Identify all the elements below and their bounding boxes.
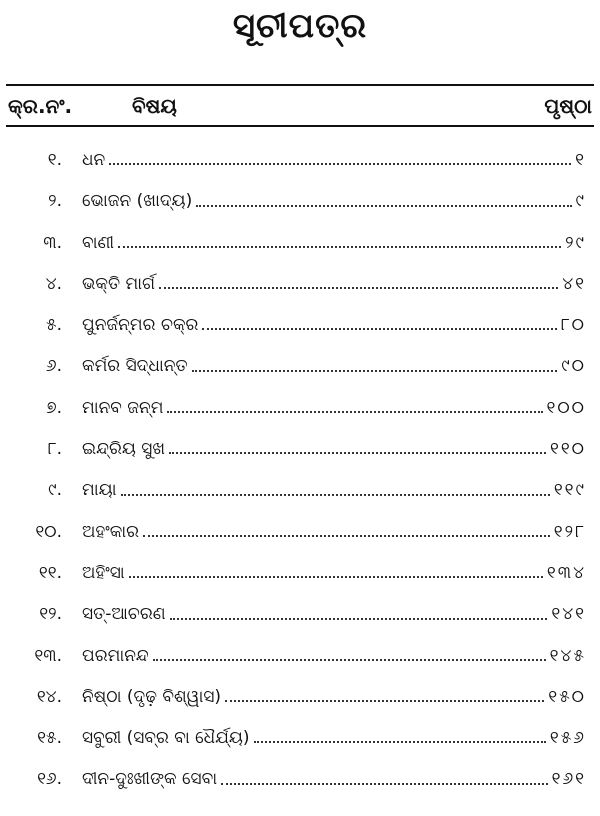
entry-page-number: ୧୧୯ bbox=[553, 480, 586, 501]
dot-leader bbox=[167, 411, 542, 413]
entry-subject: ମାୟା bbox=[82, 480, 117, 501]
entry-line bbox=[82, 636, 586, 677]
entry-subject: କର୍ମର ସିଦ୍ଧାନ୍ତ bbox=[82, 356, 188, 377]
entry-page-number: ୧୪୫ bbox=[549, 645, 586, 666]
entry-line bbox=[82, 223, 586, 264]
list-item bbox=[0, 759, 600, 800]
entry-number: ୮. bbox=[47, 439, 62, 460]
entry-line bbox=[82, 759, 586, 800]
list-item bbox=[0, 718, 600, 759]
entry-subject: ଧନ bbox=[82, 150, 106, 170]
entry-subject: ସତ୍-ଆଚରଣ bbox=[82, 604, 166, 625]
subject-column-header: ବିଷୟ bbox=[132, 94, 177, 118]
entry-page-number: ୪୧ bbox=[562, 273, 586, 294]
entry-page-number: ୧୨୮ bbox=[553, 521, 586, 542]
entry-number: ୧୨. bbox=[39, 604, 62, 625]
list-item bbox=[0, 512, 600, 553]
entry-line bbox=[82, 305, 586, 346]
entry-number: ୯. bbox=[48, 480, 62, 501]
dot-leader bbox=[121, 494, 550, 496]
entry-line bbox=[82, 677, 586, 718]
entry-subject: ମାନବ ଜନ୍ମ bbox=[82, 397, 164, 418]
entry-subject: ଭୋଜନ (ଖାଦ୍ୟ) bbox=[82, 191, 193, 212]
entry-subject: ପରମାନନ୍ଦ bbox=[82, 645, 149, 666]
list-item bbox=[0, 264, 600, 305]
entry-number: ୧୧. bbox=[38, 562, 62, 583]
entry-page-number: ୧୫୬ bbox=[549, 728, 586, 749]
list-item bbox=[0, 223, 600, 264]
dot-leader bbox=[225, 700, 544, 702]
dot-leader bbox=[169, 452, 546, 454]
entry-number: ୧୩. bbox=[34, 645, 62, 666]
entry-page-number: ୧୧୦ bbox=[549, 439, 586, 460]
serial-column-header: କ୍ର.ନଂ. bbox=[8, 94, 73, 118]
entry-number: ୪. bbox=[45, 273, 62, 294]
entry-number: ୧୬. bbox=[37, 769, 62, 790]
list-item bbox=[0, 677, 600, 718]
entry-line bbox=[82, 388, 586, 429]
entry-subject: ପୁନର୍ଜନ୍ମର ଚକ୍ର bbox=[82, 315, 199, 336]
dot-leader bbox=[196, 205, 571, 207]
dot-leader bbox=[159, 287, 558, 289]
entry-line bbox=[82, 181, 586, 222]
entry-page-number: ୧୬୧ bbox=[551, 769, 586, 790]
entry-subject: ଇନ୍ଦ୍ରିୟ ସୁଖ bbox=[82, 439, 166, 460]
entry-number: ୬. bbox=[45, 356, 62, 377]
entry-number: ୧. bbox=[47, 150, 62, 170]
dot-leader bbox=[129, 576, 543, 578]
entry-page-number: ୯୦ bbox=[561, 356, 586, 377]
list-item bbox=[0, 346, 600, 387]
entry-line bbox=[82, 429, 586, 470]
header-bottom-rule bbox=[6, 125, 594, 127]
entry-subject: ସବୁରୀ (ସବ୍ର ବା ଧୈର୍ଯ୍ୟ) bbox=[82, 728, 250, 749]
entry-subject: ଦୀନ-ଦୁଃଖୀଙ୍କ ସେବା bbox=[82, 769, 218, 790]
entry-line bbox=[82, 140, 586, 181]
entry-page-number: ୧ bbox=[575, 150, 586, 170]
entry-subject: ନିଷ୍ଠା (ଦୃଢ଼ ବିଶ୍ୱାସ) bbox=[82, 686, 222, 707]
entry-page-number: ୮୦ bbox=[560, 315, 586, 336]
entry-line bbox=[82, 594, 586, 635]
list-item bbox=[0, 636, 600, 677]
entry-page-number: ୨୯ bbox=[565, 232, 586, 253]
dot-leader bbox=[118, 246, 561, 248]
list-item bbox=[0, 429, 600, 470]
dot-leader bbox=[192, 370, 558, 372]
entry-line bbox=[82, 718, 586, 759]
page-title: ସୂଚୀପତ୍ର bbox=[232, 6, 368, 46]
list-item bbox=[0, 594, 600, 635]
dot-leader bbox=[109, 163, 571, 165]
entry-number: ୧୫. bbox=[37, 728, 62, 749]
list-item bbox=[0, 553, 600, 594]
contents-list bbox=[0, 140, 600, 801]
entry-number: ୩. bbox=[43, 232, 62, 253]
entry-subject: ବାଣୀ bbox=[82, 232, 115, 253]
entry-page-number: ୯ bbox=[575, 191, 586, 212]
entry-subject: ଅହିଂସା bbox=[82, 562, 125, 583]
entry-line bbox=[82, 512, 586, 553]
dot-leader bbox=[221, 783, 548, 785]
dot-leader bbox=[170, 618, 548, 620]
entry-line bbox=[82, 470, 586, 511]
dot-leader bbox=[202, 328, 556, 330]
entry-number: ୧୪. bbox=[36, 686, 62, 707]
list-item bbox=[0, 140, 600, 181]
entry-page-number: ୧୫୦ bbox=[548, 686, 586, 707]
entry-page-number: ୧୪୧ bbox=[551, 604, 586, 625]
entry-number: ୭. bbox=[46, 397, 62, 418]
page-column-header: ପୃଷ୍ଠା bbox=[544, 94, 592, 118]
dot-leader bbox=[254, 741, 546, 743]
entry-number: ୨. bbox=[48, 191, 62, 212]
header-top-rule bbox=[6, 84, 594, 86]
dot-leader bbox=[143, 535, 550, 537]
dot-leader bbox=[153, 659, 546, 661]
entry-page-number: ୧୩୪ bbox=[546, 562, 586, 583]
list-item bbox=[0, 305, 600, 346]
list-item bbox=[0, 181, 600, 222]
entry-subject: ଅହଂକାର bbox=[82, 521, 140, 542]
entry-page-number: ୧୦୦ bbox=[546, 397, 586, 418]
entry-number: ୫. bbox=[45, 315, 62, 336]
table-header bbox=[6, 90, 594, 122]
entry-line bbox=[82, 346, 586, 387]
entry-number: ୧୦. bbox=[35, 521, 62, 542]
list-item bbox=[0, 470, 600, 511]
entry-line bbox=[82, 553, 586, 594]
list-item bbox=[0, 388, 600, 429]
entry-subject: ଭକ୍ତି ମାର୍ଗ bbox=[82, 273, 156, 294]
entry-line bbox=[82, 264, 586, 305]
